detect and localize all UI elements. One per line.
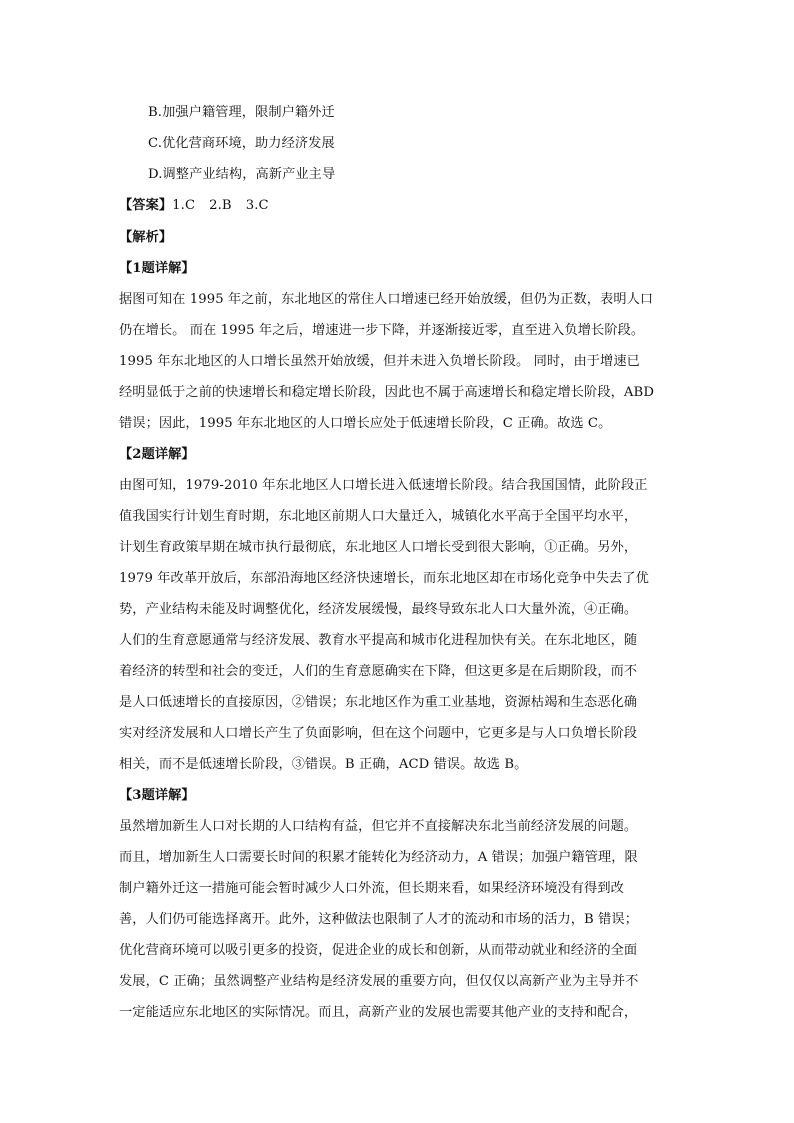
q3-line: 善，人们仍可能选择离开。此外，这种做法也限制了人才的流动和市场的活力，B 错误； [119,912,639,927]
q1-line: 据图可知在 1995 年之前，东北地区的常住人口增速已经开始放缓，但仍为正数，表明人口 [119,292,654,307]
q2-line: 人们的生育意愿通常与经济发展、教育水平提高和城市化进程加快有关。在东北地区，随 [119,633,638,648]
q2-line: 着经济的转型和社会的变迁，人们的生育意愿确实在下降，但这更多是在后期阶段，而不 [119,664,638,679]
option-c: C.优化营商环境，助力经济发展 [148,136,335,151]
analysis-label: 【解析】 [119,230,173,245]
q3-line: 制户籍外迁这一措施可能会暂时减少人口外流，但长期来看，如果经济环境没有得到改 [119,881,624,896]
q1-line: 经明显低于之前的快速增长和稳定增长阶段，因此也不属于高速增长和稳定增长阶段，ABD [119,385,655,400]
answer-row [119,196,283,216]
option-d: D.调整产业结构，高新产业主导 [148,167,336,182]
q3-line: 一定能适应东北地区的实际情况。而且，高新产业的发展也需要其他产业的支持和配合， [119,1005,638,1020]
q3-line: 虽然增加新生人口对长期的人口结构有益，但它并不直接解决东北当前经济发展的问题。 [119,819,638,834]
answer-item-1: 1.C [172,198,196,213]
q3-line: 发展，C 正确；虽然调整产业结构是经济发展的重要方向，但仅仅以高新产业为主导并不 [119,974,639,989]
answer-item-2: 2.B [209,198,232,213]
q3-line: 而且，增加新生人口需要长时间的积累才能转化为经济动力，A 错误；加强户籍管理，限 [119,850,638,865]
q2-line: 势，产业结构未能及时调整优化，经济发展缓慢，最终导致东北人口大量外流，④正确。 [119,602,638,617]
q1-line: 错误；因此，1995 年东北地区的人口增长应处于低速增长阶段，C 正确。故选 C。 [119,416,612,431]
q3-line: 优化营商环境可以吸引更多的投资，促进企业的成长和创新，从而带动就业和经济的全面 [119,943,638,958]
q1-line: 仍在增长。 而在 1995 年之后，增速进一步下降，并逐渐接近零，直至进入负增长阶段。 [119,323,645,338]
q1-heading: 【1题详解】 [119,261,195,276]
q2-line: 计划生育政策早期在城市执行最彻底，东北地区人口增长受到很大影响，①正确。另外， [119,540,638,555]
q2-line: 相关，而不是低速增长阶段，③错误。B 正确，ACD 错误。故选 B。 [119,757,528,772]
q3-heading: 【3题详解】 [119,788,195,803]
answer-label: 【答案】 [119,198,173,213]
q2-line: 实对经济发展和人口增长产生了负面影响，但在这个问题中，它更多是与人口负增长阶段 [119,726,638,741]
q2-line: 值我国实行计划生育时期，东北地区前期人口大量迁入，城镇化水平高于全国平均水平， [119,509,638,524]
q1-line: 1995 年东北地区的人口增长虽然开始放缓，但并未进入负增长阶段。 同时，由于增速已 [119,354,640,369]
answer-item-3: 3.C [245,198,269,213]
q2-line: 由图可知，1979-2010 年东北地区人口增长进入低速增长阶段。结合我国国情，此阶段正 [119,478,648,493]
q2-line: 是人口低速增长的直接原因，②错误；东北地区作为重工业基地，资源枯竭和生态恶化确 [119,695,638,710]
q2-line: 1979 年改革开放后，东部沿海地区经济快速增长，而东北地区却在市场化竞争中失去了优 [119,571,649,586]
q2-heading: 【2题详解】 [119,447,195,462]
option-b: B.加强户籍管理，限制户籍外迁 [148,105,335,120]
